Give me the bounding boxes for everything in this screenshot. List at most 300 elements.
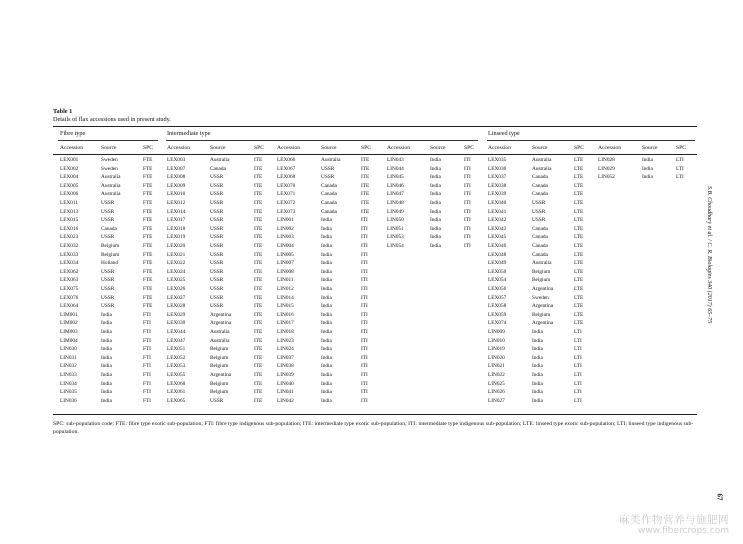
source-cell: India	[430, 182, 441, 189]
spc-cell: ITE	[254, 329, 263, 335]
source-cell: Belgium	[210, 380, 229, 387]
watermark-text: 麻类作物营养与施肥网	[619, 514, 729, 526]
accession-cell: LEX045	[488, 234, 507, 241]
accession-cell: LIN002	[277, 225, 294, 232]
spc-cell: FTE	[143, 191, 153, 198]
accession-cell: LIN014	[277, 294, 294, 301]
source-cell: India	[321, 217, 332, 224]
accession-cell: LIN008	[277, 268, 294, 275]
accession-cell: LEX054	[488, 277, 507, 284]
source-cell: India	[430, 243, 441, 249]
accession-cell: LEX065	[167, 397, 186, 404]
source-cell: Canada	[532, 251, 548, 258]
accession-cell: LIM004	[60, 337, 78, 344]
source-cell: India	[321, 225, 332, 232]
source-cell: USSR	[101, 208, 115, 215]
source-cell: Argentina	[532, 303, 554, 310]
accession-cell: LEX046	[488, 243, 507, 249]
source-cell: Argentina	[210, 320, 232, 327]
accession-cell: LIN007	[277, 260, 294, 267]
spc-cell: FTE	[143, 286, 153, 292]
spc-cell: ITE	[254, 165, 263, 172]
spc-cell: FTE	[143, 234, 153, 241]
column-header-inter3-0: Accession	[387, 145, 410, 151]
column-header-inter1-0: Accession	[167, 145, 190, 151]
spc-cell: ITI	[464, 208, 471, 215]
accession-cell: LEX023	[60, 234, 79, 241]
source-cell: Belgium	[532, 277, 551, 284]
source-cell: India	[101, 397, 112, 404]
source-cell: USSR	[101, 303, 115, 310]
spc-cell: ITI	[361, 225, 368, 232]
spc-cell: FTE	[143, 294, 153, 301]
table-caption-subtitle: Details of flax accessions used in present study.	[53, 116, 171, 123]
spc-cell: ITE	[254, 354, 263, 361]
accession-cell: LIN048	[387, 200, 404, 206]
source-cell: Belgium	[532, 268, 551, 275]
source-cell: USSR	[210, 277, 224, 284]
source-cell: India	[430, 234, 441, 241]
spc-cell: ITE	[254, 243, 263, 249]
accession-cell: LEX006	[60, 191, 79, 198]
spc-cell: LTE	[574, 311, 584, 318]
source-cell: USSR	[210, 208, 224, 215]
accession-cell: LEX026	[167, 286, 186, 292]
spc-cell: ITI	[361, 389, 368, 396]
accession-cell: LEX036	[488, 165, 507, 172]
source-cell: Canada	[321, 182, 337, 189]
source-cell: India	[321, 311, 332, 318]
source-cell: India	[430, 208, 441, 215]
spc-cell: FTI	[143, 320, 151, 327]
column-header-inter3-1: Source	[430, 145, 446, 151]
page-number: 67	[715, 493, 724, 501]
spc-cell: LTE	[574, 208, 584, 215]
source-cell: USSR	[210, 174, 224, 181]
spc-cell: ITE	[254, 217, 263, 224]
accession-cell: LEX030	[167, 320, 186, 327]
spc-cell: ITE	[254, 286, 263, 292]
accession-cell: LIN025	[488, 380, 505, 387]
accession-cell: LEX042	[488, 217, 507, 224]
source-cell: India	[532, 372, 543, 378]
spc-cell: ITE	[254, 380, 263, 387]
accession-cell: LIN027	[488, 397, 505, 404]
accession-cell: LEX040	[488, 200, 507, 206]
spc-cell: ITE	[254, 260, 263, 267]
source-cell: USSR	[210, 251, 224, 258]
spc-cell: ITI	[361, 320, 368, 327]
spc-cell: ITI	[361, 268, 368, 275]
spc-cell: FTI	[143, 389, 151, 396]
spc-cell: ITE	[361, 174, 370, 181]
spc-cell: ITE	[361, 208, 370, 215]
column-header-fibre-0: Accession	[60, 145, 83, 151]
spc-cell: FTI	[143, 337, 151, 344]
spc-cell: FTE	[143, 182, 153, 189]
column-header-lin1-2: SPC	[574, 145, 584, 151]
spc-cell: FTI	[143, 380, 151, 387]
spc-cell: ITE	[254, 200, 263, 206]
source-cell: India	[101, 329, 112, 335]
accession-cell: LEX041	[488, 208, 507, 215]
accession-cell: LEX024	[167, 268, 186, 275]
accession-cell: LIN039	[277, 372, 294, 378]
source-cell: USSR	[532, 217, 546, 224]
spc-cell: FTE	[143, 165, 153, 172]
table-caption-title: Table 1	[53, 108, 73, 115]
accession-cell: LEX057	[488, 294, 507, 301]
group-rule-intermediate	[166, 140, 478, 141]
group-intermediate-type: Intermediate type	[167, 130, 211, 137]
source-cell: Australia	[532, 260, 552, 267]
source-cell: Canada	[532, 174, 548, 181]
source-cell: India	[101, 354, 112, 361]
accession-cell: LIN035	[60, 389, 77, 396]
source-cell: India	[430, 165, 441, 172]
source-cell: India	[642, 157, 653, 163]
spc-cell: LTE	[574, 320, 584, 327]
spc-cell: LTI	[574, 329, 582, 335]
source-cell: Argentina	[532, 286, 554, 292]
spc-cell: LTE	[574, 200, 584, 206]
source-cell: USSR	[101, 268, 115, 275]
accession-cell: LEX028	[167, 303, 186, 310]
accession-cell: LEX059	[488, 311, 507, 318]
spc-cell: ITE	[361, 200, 370, 206]
source-cell: Belgium	[101, 251, 120, 258]
spc-cell: ITI	[361, 380, 368, 387]
source-cell: Australia	[210, 329, 230, 335]
source-cell: Belgium	[532, 311, 551, 318]
source-cell: USSR	[210, 260, 224, 267]
source-cell: USSR	[210, 303, 224, 310]
source-cell: Canada	[532, 191, 548, 198]
source-cell: USSR	[532, 208, 546, 215]
source-cell: Australia	[532, 165, 552, 172]
column-header-inter2-0: Accession	[277, 145, 300, 151]
accession-cell: LIN043	[387, 157, 404, 163]
source-cell: India	[101, 320, 112, 327]
accession-cell: LEX049	[488, 260, 507, 267]
accession-cell: LEX064	[60, 303, 79, 310]
source-cell: India	[321, 303, 332, 310]
source-cell: Canada	[532, 243, 548, 249]
accession-cell: LEX025	[167, 277, 186, 284]
spc-cell: ITI	[361, 294, 368, 301]
accession-cell: LEX073	[277, 208, 296, 215]
spc-cell: ITE	[254, 389, 263, 396]
source-cell: Belgium	[101, 243, 120, 249]
source-cell: Sweden	[101, 165, 118, 172]
source-cell: Australia	[210, 157, 230, 163]
accession-cell: LEX038	[488, 182, 507, 189]
source-cell: Belgium	[210, 354, 229, 361]
accession-cell: LIN026	[488, 389, 505, 396]
spc-cell: ITE	[254, 303, 263, 310]
accession-cell: LEX055	[167, 372, 186, 378]
spc-cell: ITI	[361, 234, 368, 241]
accession-cell: LEX019	[167, 234, 186, 241]
column-header-inter2-2: SPC	[361, 145, 371, 151]
source-cell: India	[321, 260, 332, 267]
source-cell: Canada	[321, 200, 337, 206]
source-cell: India	[321, 294, 332, 301]
accession-cell: LIN049	[387, 208, 404, 215]
accession-cell: LEX011	[60, 200, 79, 206]
source-cell: India	[321, 286, 332, 292]
accession-cell: LIN032	[60, 363, 77, 370]
spc-cell: ITI	[361, 354, 368, 361]
spc-cell: ITE	[254, 225, 263, 232]
accession-cell: LIM003	[60, 329, 78, 335]
spc-cell: ITI	[464, 157, 471, 163]
column-header-lin2-2: SPC	[676, 145, 686, 151]
source-cell: India	[532, 329, 543, 335]
accession-cell: LEX021	[167, 251, 186, 258]
accession-cell: LEX027	[167, 294, 186, 301]
accession-cell: LEX022	[167, 260, 186, 267]
spc-cell: ITE	[254, 363, 263, 370]
spc-cell: FTE	[143, 277, 153, 284]
source-cell: India	[430, 157, 441, 163]
spc-cell: ITI	[361, 311, 368, 318]
accession-cell: LIN010	[488, 337, 505, 344]
header-rule	[53, 154, 697, 155]
source-cell: India	[430, 217, 441, 224]
spc-cell: ITE	[361, 157, 370, 163]
spc-cell: LTE	[574, 157, 584, 163]
accession-cell: LIN042	[277, 397, 294, 404]
source-cell: USSR	[321, 165, 335, 172]
source-cell: India	[321, 337, 332, 344]
accession-cell: LIN037	[277, 354, 294, 361]
spc-cell: ITI	[464, 182, 471, 189]
accession-cell: LIN041	[277, 389, 294, 396]
column-header-lin1-0: Accession	[488, 145, 511, 151]
source-cell: India	[321, 251, 332, 258]
spc-cell: LTI	[574, 363, 582, 370]
spc-cell: LTE	[574, 234, 584, 241]
accession-cell: LIN005	[277, 251, 294, 258]
source-cell: USSR	[532, 200, 546, 206]
spc-cell: FTI	[143, 354, 151, 361]
accession-cell: LEX044	[167, 329, 186, 335]
spc-cell: LTE	[574, 243, 584, 249]
source-cell: India	[321, 363, 332, 370]
source-cell: India	[430, 200, 441, 206]
table-top-rule	[53, 126, 697, 127]
accession-cell: LIN031	[60, 354, 77, 361]
spc-cell: LTE	[574, 182, 584, 189]
running-head: S.B. Choudhary et al. / C. R. Biologies 340 (2017) 65–75	[706, 186, 712, 324]
accession-cell: LIN052	[598, 174, 615, 181]
accession-cell: LEX003	[167, 157, 186, 163]
accession-cell: LIN016	[277, 311, 294, 318]
spc-cell: LTI	[574, 372, 582, 378]
spc-cell: FTE	[143, 157, 153, 163]
accession-cell: LIN034	[60, 380, 77, 387]
accession-cell: LEX063	[60, 277, 79, 284]
accession-cell: LEX051	[167, 346, 186, 353]
accession-cell: LEX012	[167, 200, 186, 206]
accession-cell: LEX062	[60, 268, 79, 275]
spc-cell: ITE	[254, 234, 263, 241]
accession-cell: LEX009	[167, 182, 186, 189]
accession-cell: LIN036	[60, 397, 77, 404]
spc-cell: ITE	[254, 320, 263, 327]
spc-cell: FTI	[143, 329, 151, 335]
source-cell: India	[321, 243, 332, 249]
spc-cell: ITI	[361, 217, 368, 224]
source-cell: USSR	[101, 234, 115, 241]
accession-cell: LEX060	[167, 380, 186, 387]
accession-cell: LEX037	[488, 174, 507, 181]
spc-cell: FTE	[143, 243, 153, 249]
source-cell: India	[321, 354, 332, 361]
spc-cell: ITE	[254, 397, 263, 404]
source-cell: India	[532, 380, 543, 387]
source-cell: India	[532, 363, 543, 370]
column-header-inter1-2: SPC	[254, 145, 264, 151]
spc-cell: ITI	[361, 337, 368, 344]
group-rule-fibre	[58, 140, 158, 141]
spc-cell: ITI	[464, 225, 471, 232]
accession-cell: LEX053	[167, 363, 186, 370]
spc-cell: LTI	[574, 337, 582, 344]
spc-cell: FTI	[143, 397, 151, 404]
accession-cell: LIN045	[387, 174, 404, 181]
source-cell: India	[642, 174, 653, 181]
source-cell: India	[101, 389, 112, 396]
spc-cell: ITE	[361, 182, 370, 189]
accession-cell: LIN029	[598, 165, 615, 172]
spc-cell: FTE	[143, 174, 153, 181]
spc-cell: ITE	[254, 191, 263, 198]
source-cell: Canada	[210, 165, 226, 172]
accession-cell: LIN028	[598, 157, 615, 163]
source-cell: USSR	[101, 217, 115, 224]
spc-cell: ITI	[361, 372, 368, 378]
accession-cell: LIN046	[387, 182, 404, 189]
source-cell: India	[321, 329, 332, 335]
accession-cell: LEX029	[167, 311, 186, 318]
spc-cell: LTE	[574, 174, 584, 181]
accession-cell: LEX016	[60, 225, 79, 232]
source-cell: India	[430, 191, 441, 198]
spc-cell: FTI	[143, 372, 151, 378]
spc-cell: LTI	[574, 380, 582, 387]
accession-cell: LEX013	[60, 208, 79, 215]
source-cell: India	[321, 346, 332, 353]
accession-cell: LEX008	[167, 174, 186, 181]
spc-cell: LTE	[574, 217, 584, 224]
column-header-lin2-1: Source	[642, 145, 658, 151]
source-cell: USSR	[210, 191, 224, 198]
accession-cell: LEX067	[277, 165, 296, 172]
column-header-inter1-1: Source	[210, 145, 226, 151]
source-cell: India	[321, 277, 332, 284]
source-cell: USSR	[210, 268, 224, 275]
source-cell: USSR	[210, 243, 224, 249]
column-header-lin1-1: Source	[532, 145, 548, 151]
source-cell: Canada	[532, 182, 548, 189]
accession-cell: LIN054	[387, 243, 404, 249]
source-cell: Holland	[101, 260, 119, 267]
accession-cell: LIN024	[277, 346, 294, 353]
source-cell: USSR	[210, 294, 224, 301]
source-cell: India	[430, 174, 441, 181]
source-cell: India	[532, 337, 543, 344]
accession-cell: LEX032	[60, 243, 79, 249]
source-cell: USSR	[210, 225, 224, 232]
spc-cell: FTE	[143, 208, 153, 215]
source-cell: USSR	[210, 286, 224, 292]
spc-cell: LTE	[574, 165, 584, 172]
spc-cell: LTE	[574, 286, 584, 292]
spc-cell: ITE	[254, 294, 263, 301]
spc-cell: LTE	[574, 191, 584, 198]
spc-cell: LTI	[574, 354, 582, 361]
spc-cell: LTE	[574, 251, 584, 258]
spc-cell: ITI	[464, 243, 471, 249]
source-cell: Belgium	[210, 346, 229, 353]
spc-cell: ITE	[254, 251, 263, 258]
source-cell: India	[321, 380, 332, 387]
accession-cell: LEX074	[488, 320, 507, 327]
accession-cell: LEX072	[277, 200, 296, 206]
accession-cell: LEX071	[277, 191, 296, 198]
source-cell: Canada	[532, 234, 548, 241]
spc-cell: ITI	[361, 277, 368, 284]
source-cell: India	[532, 354, 543, 361]
spc-cell: LTE	[574, 260, 584, 267]
column-header-inter3-2: SPC	[464, 145, 474, 151]
accession-cell: LEX068	[277, 174, 296, 181]
spc-cell: ITI	[361, 260, 368, 267]
column-header-fibre-2: SPC	[143, 145, 153, 151]
source-cell: Argentina	[210, 311, 232, 318]
group-fibre-type: Fibre type	[60, 130, 86, 137]
spc-cell: LTE	[574, 277, 584, 284]
spc-cell: LTI	[676, 157, 684, 163]
accession-cell: LIN047	[387, 191, 404, 198]
source-cell: USSR	[210, 397, 224, 404]
accession-cell: LIN040	[277, 380, 294, 387]
spc-cell: FTE	[143, 251, 153, 258]
accession-cell: LEX052	[167, 354, 186, 361]
accession-cell: LEX004	[60, 174, 79, 181]
spc-cell: FTI	[143, 311, 151, 318]
accession-cell: LIN009	[488, 329, 505, 335]
source-cell: India	[321, 389, 332, 396]
source-cell: India	[532, 389, 543, 396]
spc-cell: ITI	[361, 286, 368, 292]
column-header-lin2-0: Accession	[598, 145, 621, 151]
spc-cell: FTI	[143, 346, 151, 353]
accession-cell: LIN004	[277, 243, 294, 249]
spc-cell: ITI	[361, 243, 368, 249]
accession-cell: LEX058	[488, 303, 507, 310]
accession-cell: LEX010	[167, 191, 186, 198]
accession-cell: LEX075	[60, 286, 79, 292]
accession-cell: LEX047	[167, 337, 186, 344]
accession-cell: LIN050	[387, 217, 404, 224]
accession-cell: LIN015	[277, 303, 294, 310]
source-cell: Australia	[101, 191, 121, 198]
spc-cell: ITI	[464, 200, 471, 206]
accession-cell: LEX056	[488, 286, 507, 292]
